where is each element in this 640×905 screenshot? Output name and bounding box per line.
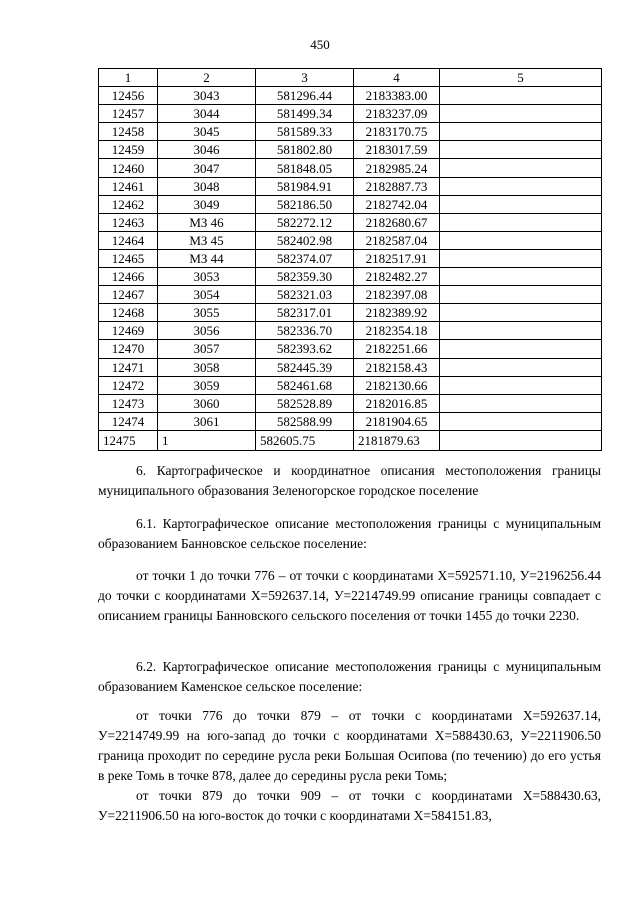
table-cell: 581499.34	[256, 105, 354, 123]
section-6	[98, 461, 601, 501]
paragraph: от точки 776 до точки 879 – от точки с координатами Х=592637.14, У=2214749.99 на юго-запад до точки с координатами Х=588430.63, У=2211906.50 граница проходит по середине русла реки Большая Осипова (по течению) до его устья в реке Томь в точке 878, далее до середины русла реки Томь;	[98, 708, 601, 783]
table-cell: 2183017.59	[354, 141, 440, 159]
table-cell	[440, 340, 602, 358]
table-row	[99, 286, 602, 304]
table-cell: 12461	[99, 177, 158, 195]
table-cell: 2182016.85	[354, 394, 440, 412]
table-row	[99, 141, 602, 159]
table-cell: 3044	[158, 105, 256, 123]
table-cell	[440, 358, 602, 376]
table-cell: 3059	[158, 376, 256, 394]
table-cell: 2182397.08	[354, 286, 440, 304]
section-heading: 6.1. Картографическое описание местоположения границы с муниципальным образованием Банновское сельское поселение:	[98, 516, 601, 551]
table-cell	[440, 430, 602, 450]
table-row	[99, 195, 602, 213]
table-cell: 2182742.04	[354, 195, 440, 213]
table-cell: 582605.75	[256, 430, 354, 450]
table-cell: 3060	[158, 394, 256, 412]
table-cell: 12467	[99, 286, 158, 304]
table-cell: 581296.44	[256, 87, 354, 105]
table-cell	[440, 231, 602, 249]
table-cell: 3048	[158, 177, 256, 195]
table-cell: 2182887.73	[354, 177, 440, 195]
table-cell: 1	[158, 430, 256, 450]
table-cell	[440, 268, 602, 286]
section-6-2	[98, 657, 601, 697]
section-6-1-body	[98, 566, 601, 626]
column-header: 2	[158, 69, 256, 87]
table-cell: 3054	[158, 286, 256, 304]
table-cell: 3058	[158, 358, 256, 376]
section-heading: 6. Картографическое и координатное описания местоположения границы муниципального образования Зеленогорское городское поселение	[98, 463, 601, 498]
table-cell	[440, 123, 602, 141]
table-row	[99, 105, 602, 123]
table-cell: 2182482.27	[354, 268, 440, 286]
page-number: 450	[310, 37, 330, 52]
table-cell: 3061	[158, 412, 256, 430]
column-header: 3	[256, 69, 354, 87]
table-cell	[440, 376, 602, 394]
table-cell: 12462	[99, 195, 158, 213]
table-row	[99, 412, 602, 430]
table-cell	[440, 394, 602, 412]
table-cell: 2182680.67	[354, 213, 440, 231]
table-cell: 3046	[158, 141, 256, 159]
table-header-row	[99, 69, 602, 87]
table-cell: 3049	[158, 195, 256, 213]
table-cell	[440, 213, 602, 231]
table-row	[99, 231, 602, 249]
table-cell	[440, 322, 602, 340]
table-cell: 2182158.43	[354, 358, 440, 376]
table-cell: 12468	[99, 304, 158, 322]
table-row	[99, 159, 602, 177]
table-cell: 2183237.09	[354, 105, 440, 123]
table-cell: 12463	[99, 213, 158, 231]
table-cell: 12475	[99, 430, 158, 450]
table-cell: МЗ 45	[158, 231, 256, 249]
table-cell: 3057	[158, 340, 256, 358]
table-cell: 12456	[99, 87, 158, 105]
table-cell: 582402.98	[256, 231, 354, 249]
table-cell: 582461.68	[256, 376, 354, 394]
coordinates-table	[98, 68, 602, 451]
table-row	[99, 87, 602, 105]
table-row	[99, 358, 602, 376]
table-cell: 3045	[158, 123, 256, 141]
table-cell: 12473	[99, 394, 158, 412]
table-cell	[440, 87, 602, 105]
table-cell: 582445.39	[256, 358, 354, 376]
table-row	[99, 177, 602, 195]
table-cell: 581802.80	[256, 141, 354, 159]
table-cell: 2183170.75	[354, 123, 440, 141]
table-cell: 12474	[99, 412, 158, 430]
table-cell	[440, 105, 602, 123]
table-cell: 2182985.24	[354, 159, 440, 177]
table-cell: 12459	[99, 141, 158, 159]
table-cell	[440, 159, 602, 177]
table-cell: 12458	[99, 123, 158, 141]
table-cell: 581589.33	[256, 123, 354, 141]
table-cell: 2182130.66	[354, 376, 440, 394]
table-cell	[440, 412, 602, 430]
table-cell: 582336.70	[256, 322, 354, 340]
paragraph: от точки 1 до точки 776 – от точки с координатами Х=592571.10, У=2196256.44 до точки с координатами Х=592637.14, У=2214749.99 описание границы совпадает с описанием границы Банновского сельского поселения от точки 1455 до точки 2230.	[98, 568, 601, 623]
table-cell: 2182389.92	[354, 304, 440, 322]
section-heading: 6.2. Картографическое описание местоположения границы с муниципальным образованием Каменское сельское поселение:	[98, 659, 601, 694]
table-cell	[440, 195, 602, 213]
table-row	[99, 340, 602, 358]
table-cell: 12471	[99, 358, 158, 376]
table-row	[99, 376, 602, 394]
section-6-1	[98, 514, 601, 554]
table-cell: 12457	[99, 105, 158, 123]
paragraph: от точки 879 до точки 909 – от точки с координатами Х=588430.63, У=2211906.50 на юго-восток до точки с координатами Х=584151.83,	[98, 788, 601, 823]
table-cell: 2181904.65	[354, 412, 440, 430]
column-header: 5	[440, 69, 602, 87]
table-cell	[440, 177, 602, 195]
table-row	[99, 268, 602, 286]
table-cell: 582317.01	[256, 304, 354, 322]
table-row	[99, 249, 602, 267]
table-row	[99, 394, 602, 412]
table-cell: 3053	[158, 268, 256, 286]
table-cell: 12469	[99, 322, 158, 340]
table-cell: 12465	[99, 249, 158, 267]
table-cell: 582393.62	[256, 340, 354, 358]
table-cell: 582374.07	[256, 249, 354, 267]
table-cell: МЗ 44	[158, 249, 256, 267]
table-cell: 2182587.04	[354, 231, 440, 249]
table-cell: 12460	[99, 159, 158, 177]
table-cell	[440, 286, 602, 304]
table-cell: 581848.05	[256, 159, 354, 177]
table-cell: 3055	[158, 304, 256, 322]
table-cell: 582272.12	[256, 213, 354, 231]
table-cell: 581984.91	[256, 177, 354, 195]
table-row	[99, 322, 602, 340]
table-cell: 582186.50	[256, 195, 354, 213]
table-cell: 12466	[99, 268, 158, 286]
table-cell: 582359.30	[256, 268, 354, 286]
table-row	[99, 304, 602, 322]
table-cell	[440, 304, 602, 322]
table-cell: 582321.03	[256, 286, 354, 304]
column-header: 1	[99, 69, 158, 87]
table-cell: 2181879.63	[354, 430, 440, 450]
section-6-2-body	[98, 706, 601, 826]
table-cell: 12464	[99, 231, 158, 249]
table-cell: 12472	[99, 376, 158, 394]
table-row	[99, 430, 602, 450]
table-cell: 2182517.91	[354, 249, 440, 267]
table-cell: 3056	[158, 322, 256, 340]
table-cell: 582588.99	[256, 412, 354, 430]
table-cell: МЗ 46	[158, 213, 256, 231]
column-header: 4	[354, 69, 440, 87]
table-row	[99, 123, 602, 141]
table-cell: 3047	[158, 159, 256, 177]
table-cell	[440, 249, 602, 267]
table-cell: 582528.89	[256, 394, 354, 412]
table-cell: 2182354.18	[354, 322, 440, 340]
table-cell	[440, 141, 602, 159]
table-cell: 2183383.00	[354, 87, 440, 105]
table-cell: 2182251.66	[354, 340, 440, 358]
table-cell: 12470	[99, 340, 158, 358]
table-row	[99, 213, 602, 231]
table-cell: 3043	[158, 87, 256, 105]
